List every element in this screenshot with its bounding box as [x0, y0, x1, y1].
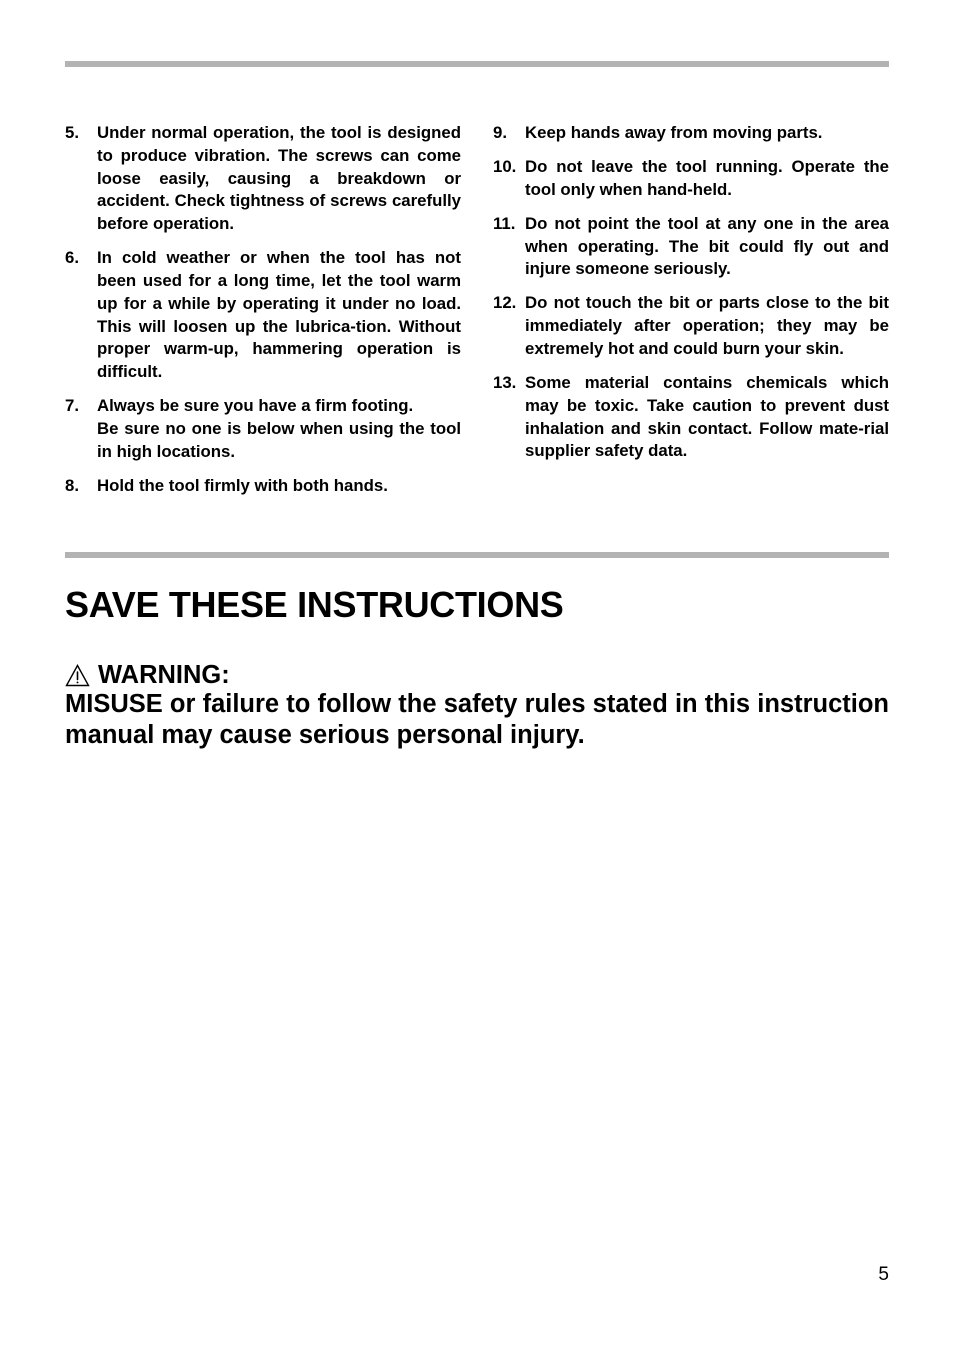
item-number: 6. — [65, 248, 79, 268]
instruction-item-12 — [493, 292, 889, 360]
instructions-left-column — [65, 122, 461, 509]
item-text: Some material contains chemicals which may be toxic. Take caution to prevent dust inhalation and skin contact. Follow mate-rial supplier safety data. — [525, 372, 889, 461]
item-text: Under normal operation, the tool is designed to produce vibration. The screws can come loose easily, causing a breakdown or accident. Check tightness of screws carefully before operation. — [97, 123, 461, 234]
item-number: 5. — [65, 123, 79, 142]
item-text: In cold weather or when the tool has not been used for a long time, let the tool warm up for a while by operating it under no load. This will loosen up the lubrica-tion. Without proper warm-up, hammering operation is difficult. — [97, 248, 461, 382]
warning-triangle-icon — [65, 664, 90, 687]
warning-text: MISUSE or failure to follow the safety rules stated in this instruction manual may cause serious personal injury. — [65, 690, 889, 749]
item-number: 13. — [493, 372, 517, 392]
instruction-item-9 — [493, 122, 889, 145]
item-text: Do not leave the tool running. Operate the tool only when hand-held. — [525, 156, 889, 199]
item-text-line-2: Be sure no one is below when using the tool in high locations. — [97, 418, 461, 461]
item-number: 9. — [493, 123, 507, 142]
item-number: 11. — [493, 213, 516, 233]
item-number: 8. — [65, 475, 79, 495]
item-text: Hold the tool firmly with both hands. — [97, 475, 388, 495]
item-text: Do not point the tool at any one in the area when operating. The bit could fly out and injure someone seriously. — [525, 213, 889, 279]
instruction-item-5 — [65, 122, 461, 236]
item-number: 12. — [493, 293, 517, 313]
instruction-item-6 — [65, 247, 461, 384]
page-number: 5 — [878, 1264, 889, 1285]
section-divider — [65, 552, 889, 558]
instruction-item-8 — [65, 475, 461, 498]
save-instructions-title: SAVE THESE INSTRUCTIONS — [65, 584, 564, 625]
item-text: Keep hands away from moving parts. — [525, 123, 823, 142]
instruction-item-7 — [65, 395, 461, 463]
top-divider — [65, 61, 889, 67]
item-number: 7. — [65, 396, 79, 416]
instructions-right-column — [493, 122, 889, 474]
item-text — [97, 395, 461, 463]
instruction-item-13 — [493, 372, 889, 463]
warning-heading — [65, 659, 230, 691]
warning-label: WARNING: — [98, 661, 230, 689]
item-number: 10. — [493, 156, 517, 176]
item-text-line-1: Always be sure you have a firm footing. — [97, 396, 414, 416]
item-text: Do not touch the bit or parts close to the bit immediately after operation; they may be extremely hot and could burn your skin. — [525, 293, 889, 358]
instruction-item-11 — [493, 213, 889, 281]
instruction-item-10 — [493, 156, 889, 202]
